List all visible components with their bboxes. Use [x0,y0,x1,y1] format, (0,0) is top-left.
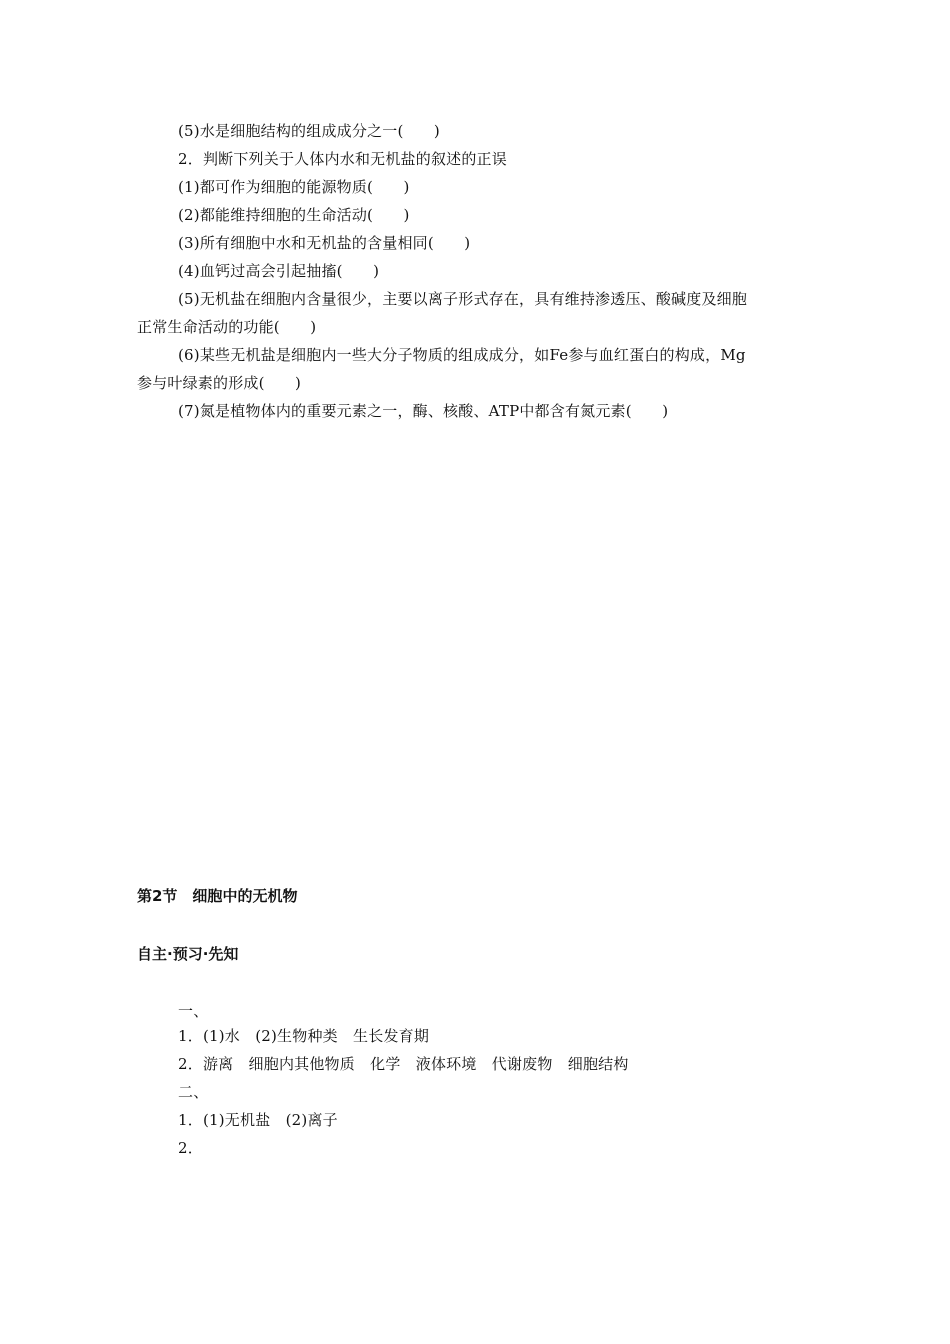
question-2-item-3: (3)所有细胞中水和无机盐的含量相同( ) [178,234,471,252]
answer-part-one-label: 一、 [178,1002,209,1020]
question-2-item-7: (7)氮是植物体内的重要元素之一，酶、核酸、ATP中都含有氮元素( ) [178,402,669,420]
question-2-item-6-line-1: (6)某些无机盐是细胞内一些大分子物质的组成成分，如Fe参与血红蛋白的构成，Mg [178,346,746,364]
answer-part-one-item-1: 1．(1)水 (2)生物种类 生长发育期 [178,1027,430,1045]
question-2-item-1: (1)都可作为细胞的能源物质( ) [178,178,410,196]
answer-part-two-label: 二、 [178,1083,209,1101]
answer-part-one-item-2: 2．游离 细胞内其他物质 化学 液体环境 代谢废物 细胞结构 [178,1055,629,1073]
question-2-item-5-line-1: (5)无机盐在细胞内含量很少，主要以离子形式存在，具有维持渗透压、酸碱度及细胞 [178,290,748,308]
question-2-item-5-line-2: 正常生命活动的功能( ) [137,318,317,336]
question-5-water-structure: (5)水是细胞结构的组成成分之一( ) [178,122,440,140]
answer-part-two-item-2: 2． [178,1139,203,1157]
question-2-item-6-line-2: 参与叶绿素的形成( ) [137,374,302,392]
question-2-title: 2．判断下列关于人体内水和无机盐的叙述的正误 [178,150,507,168]
subsection-title: 自主·预习·先知 [137,945,239,963]
question-2-item-4: (4)血钙过高会引起抽搐( ) [178,262,380,280]
section-title: 第2节 细胞中的无机物 [137,887,298,905]
answer-part-two-item-1: 1．(1)无机盐 (2)离子 [178,1111,338,1129]
question-2-item-2: (2)都能维持细胞的生命活动( ) [178,206,410,224]
